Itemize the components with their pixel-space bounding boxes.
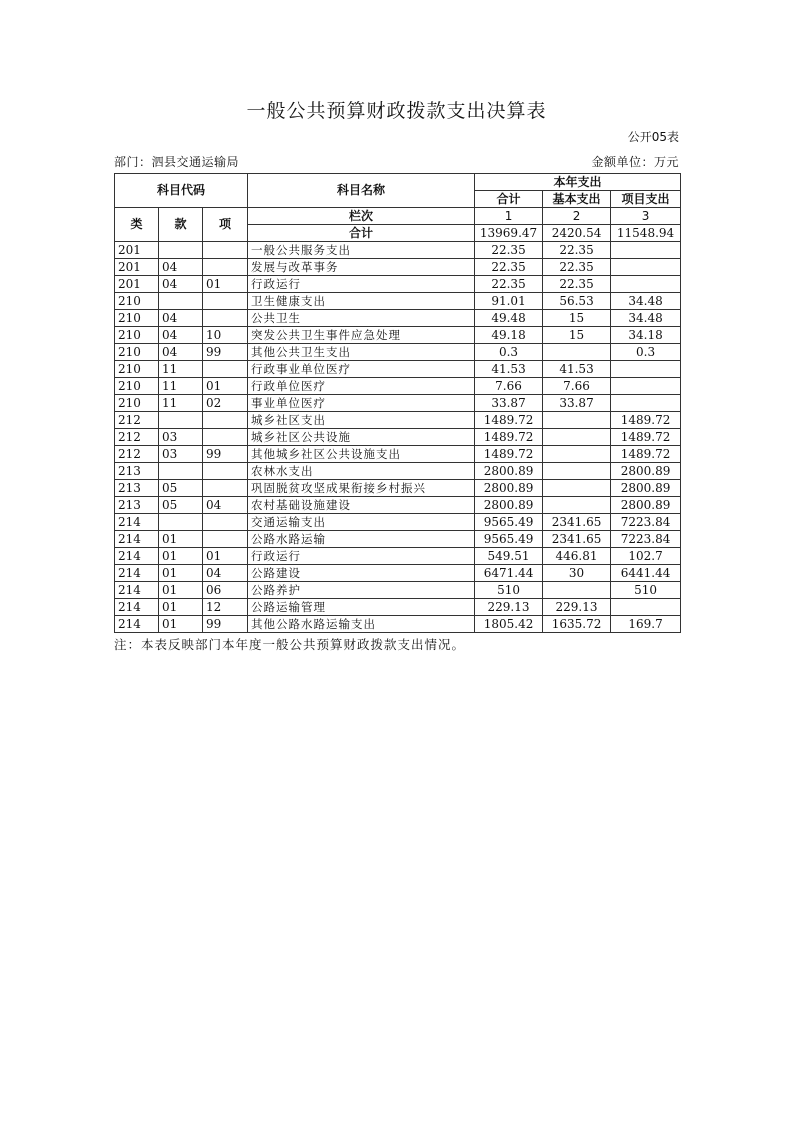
total-amount-cell: 6471.44 — [475, 565, 543, 582]
subject-code-header: 科目代码 — [115, 174, 248, 208]
subject-name-cell: 城乡社区公共设施 — [248, 429, 475, 446]
project-amount-cell: 34.48 — [611, 310, 681, 327]
subject-name-cell: 农村基础设施建设 — [248, 497, 475, 514]
item-code-cell — [203, 361, 248, 378]
current-year-header: 本年支出 — [475, 174, 681, 191]
table-row — [115, 412, 681, 429]
project-amount-cell: 2800.89 — [611, 480, 681, 497]
class-code-cell: 214 — [115, 514, 159, 531]
total-amount-cell: 2800.89 — [475, 497, 543, 514]
section-code-cell — [159, 242, 203, 259]
subject-name-cell: 公路运输管理 — [248, 599, 475, 616]
subject-name-cell: 公共卫生 — [248, 310, 475, 327]
basic-amount-cell: 22.35 — [543, 276, 611, 293]
total-amount-cell: 510 — [475, 582, 543, 599]
item-code-cell — [203, 429, 248, 446]
total-amount-cell: 1489.72 — [475, 446, 543, 463]
project-amount-cell: 169.7 — [611, 616, 681, 633]
section-code-cell: 01 — [159, 548, 203, 565]
item-code-cell — [203, 259, 248, 276]
section-code-cell: 03 — [159, 446, 203, 463]
item-header: 项 — [203, 208, 248, 242]
section-code-cell — [159, 514, 203, 531]
basic-amount-cell — [543, 497, 611, 514]
total-amount-cell: 549.51 — [475, 548, 543, 565]
project-amount-cell — [611, 259, 681, 276]
basic-column-header: 基本支出 — [543, 191, 611, 208]
basic-amount-cell: 229.13 — [543, 599, 611, 616]
subject-name-cell: 公路建设 — [248, 565, 475, 582]
section-code-cell: 04 — [159, 327, 203, 344]
item-code-cell — [203, 242, 248, 259]
class-code-cell: 214 — [115, 548, 159, 565]
page-title: 一般公共预算财政拨款支出决算表 — [246, 100, 547, 122]
subject-name-cell: 行政单位医疗 — [248, 378, 475, 395]
table-row — [115, 599, 681, 616]
basic-amount-cell — [543, 463, 611, 480]
class-code-cell: 210 — [115, 310, 159, 327]
total-amount-cell: 41.53 — [475, 361, 543, 378]
table-row — [115, 616, 681, 633]
item-code-cell: 99 — [203, 344, 248, 361]
table-row — [115, 378, 681, 395]
item-code-cell — [203, 463, 248, 480]
basic-amount-cell: 15 — [543, 310, 611, 327]
column-order-label: 栏次 — [248, 208, 475, 225]
basic-amount-cell — [543, 344, 611, 361]
class-code-cell: 201 — [115, 276, 159, 293]
section-header: 款 — [159, 208, 203, 242]
item-code-cell: 12 — [203, 599, 248, 616]
grand-project-value: 11548.94 — [611, 225, 681, 242]
project-amount-cell — [611, 395, 681, 412]
total-amount-cell: 49.18 — [475, 327, 543, 344]
section-code-cell: 04 — [159, 276, 203, 293]
section-code-cell: 11 — [159, 378, 203, 395]
basic-amount-cell: 41.53 — [543, 361, 611, 378]
total-amount-cell: 22.35 — [475, 259, 543, 276]
class-code-cell: 210 — [115, 344, 159, 361]
table-row — [115, 344, 681, 361]
project-amount-cell — [611, 276, 681, 293]
section-code-cell: 04 — [159, 310, 203, 327]
class-code-cell: 214 — [115, 531, 159, 548]
basic-amount-cell — [543, 429, 611, 446]
class-code-cell: 213 — [115, 497, 159, 514]
item-code-cell: 99 — [203, 446, 248, 463]
table-row — [115, 497, 681, 514]
project-amount-cell: 34.48 — [611, 293, 681, 310]
item-code-cell — [203, 480, 248, 497]
subject-name-cell: 农林水支出 — [248, 463, 475, 480]
basic-amount-cell — [543, 446, 611, 463]
class-code-cell: 210 — [115, 378, 159, 395]
section-code-cell: 01 — [159, 582, 203, 599]
total-amount-cell: 1489.72 — [475, 429, 543, 446]
project-amount-cell: 0.3 — [611, 344, 681, 361]
subject-name-cell: 突发公共卫生事件应急处理 — [248, 327, 475, 344]
subject-name-cell: 事业单位医疗 — [248, 395, 475, 412]
table-row — [115, 565, 681, 582]
class-code-cell: 210 — [115, 361, 159, 378]
column-number-1: 1 — [475, 208, 543, 225]
basic-amount-cell — [543, 480, 611, 497]
class-code-cell: 201 — [115, 259, 159, 276]
subject-name-cell: 公路水路运输 — [248, 531, 475, 548]
project-amount-cell: 34.18 — [611, 327, 681, 344]
item-code-cell: 04 — [203, 565, 248, 582]
item-code-cell — [203, 531, 248, 548]
class-code-cell: 212 — [115, 412, 159, 429]
subject-name-cell: 行政运行 — [248, 276, 475, 293]
section-code-cell: 01 — [159, 531, 203, 548]
total-amount-cell: 1805.42 — [475, 616, 543, 633]
basic-amount-cell: 1635.72 — [543, 616, 611, 633]
project-amount-cell: 1489.72 — [611, 446, 681, 463]
project-amount-cell: 2800.89 — [611, 497, 681, 514]
basic-amount-cell: 22.35 — [543, 259, 611, 276]
total-amount-cell: 2800.89 — [475, 480, 543, 497]
total-amount-cell: 1489.72 — [475, 412, 543, 429]
project-amount-cell: 1489.72 — [611, 412, 681, 429]
item-code-cell: 04 — [203, 497, 248, 514]
item-code-cell: 01 — [203, 276, 248, 293]
subject-name-cell: 公路养护 — [248, 582, 475, 599]
item-code-cell: 02 — [203, 395, 248, 412]
department-label: 部门：泗县交通运输局 — [114, 155, 240, 169]
total-amount-cell: 33.87 — [475, 395, 543, 412]
table-row — [115, 327, 681, 344]
subject-name-cell: 发展与改革事务 — [248, 259, 475, 276]
total-amount-cell: 9565.49 — [475, 514, 543, 531]
total-amount-cell: 9565.49 — [475, 531, 543, 548]
section-code-cell — [159, 412, 203, 429]
total-amount-cell: 22.35 — [475, 276, 543, 293]
class-header: 类 — [115, 208, 159, 242]
total-amount-cell: 2800.89 — [475, 463, 543, 480]
grand-basic-value: 2420.54 — [543, 225, 611, 242]
item-code-cell — [203, 310, 248, 327]
section-code-cell — [159, 463, 203, 480]
table-row — [115, 310, 681, 327]
section-code-cell: 04 — [159, 344, 203, 361]
class-code-cell: 212 — [115, 446, 159, 463]
project-amount-cell — [611, 361, 681, 378]
basic-amount-cell: 33.87 — [543, 395, 611, 412]
subject-name-header: 科目名称 — [248, 174, 475, 208]
section-code-cell: 05 — [159, 497, 203, 514]
item-code-cell — [203, 514, 248, 531]
total-amount-cell: 0.3 — [475, 344, 543, 361]
class-code-cell: 201 — [115, 242, 159, 259]
project-amount-cell: 510 — [611, 582, 681, 599]
basic-amount-cell: 30 — [543, 565, 611, 582]
item-code-cell: 01 — [203, 548, 248, 565]
total-amount-cell: 22.35 — [475, 242, 543, 259]
column-number-2: 2 — [543, 208, 611, 225]
table-row — [115, 548, 681, 565]
subject-name-cell: 其他城乡社区公共设施支出 — [248, 446, 475, 463]
table-row — [115, 395, 681, 412]
project-amount-cell — [611, 599, 681, 616]
subject-name-cell: 卫生健康支出 — [248, 293, 475, 310]
section-code-cell: 01 — [159, 616, 203, 633]
table-row — [115, 582, 681, 599]
basic-amount-cell — [543, 412, 611, 429]
amount-unit-label: 金额单位：万元 — [591, 155, 679, 169]
total-amount-cell: 229.13 — [475, 599, 543, 616]
section-code-cell: 11 — [159, 395, 203, 412]
subject-name-cell: 其他公路水路运输支出 — [248, 616, 475, 633]
section-code-cell: 01 — [159, 599, 203, 616]
section-code-cell: 04 — [159, 259, 203, 276]
section-code-cell: 05 — [159, 480, 203, 497]
project-amount-cell: 7223.84 — [611, 514, 681, 531]
grand-total-value: 13969.47 — [475, 225, 543, 242]
table-row — [115, 259, 681, 276]
basic-amount-cell: 446.81 — [543, 548, 611, 565]
subject-name-cell: 城乡社区支出 — [248, 412, 475, 429]
project-amount-cell: 7223.84 — [611, 531, 681, 548]
subject-name-cell: 其他公共卫生支出 — [248, 344, 475, 361]
table-row — [115, 361, 681, 378]
total-amount-cell: 49.48 — [475, 310, 543, 327]
class-code-cell: 214 — [115, 599, 159, 616]
table-row — [115, 446, 681, 463]
class-code-cell: 214 — [115, 616, 159, 633]
total-amount-cell: 91.01 — [475, 293, 543, 310]
project-amount-cell — [611, 378, 681, 395]
class-code-cell: 212 — [115, 429, 159, 446]
basic-amount-cell: 2341.65 — [543, 531, 611, 548]
section-code-cell: 11 — [159, 361, 203, 378]
project-amount-cell: 102.7 — [611, 548, 681, 565]
table-row — [115, 293, 681, 310]
project-amount-cell: 2800.89 — [611, 463, 681, 480]
class-code-cell: 210 — [115, 327, 159, 344]
section-code-cell: 03 — [159, 429, 203, 446]
project-column-header: 项目支出 — [611, 191, 681, 208]
basic-amount-cell: 56.53 — [543, 293, 611, 310]
basic-amount-cell — [543, 582, 611, 599]
total-column-header: 合计 — [475, 191, 543, 208]
item-code-cell: 99 — [203, 616, 248, 633]
class-code-cell: 210 — [115, 293, 159, 310]
item-code-cell — [203, 293, 248, 310]
class-code-cell: 213 — [115, 463, 159, 480]
item-code-cell: 01 — [203, 378, 248, 395]
column-number-3: 3 — [611, 208, 681, 225]
section-code-cell: 01 — [159, 565, 203, 582]
section-code-cell — [159, 293, 203, 310]
subject-name-cell: 行政运行 — [248, 548, 475, 565]
basic-amount-cell: 7.66 — [543, 378, 611, 395]
item-code-cell: 06 — [203, 582, 248, 599]
table-row — [115, 531, 681, 548]
budget-table — [114, 173, 681, 633]
project-amount-cell: 1489.72 — [611, 429, 681, 446]
subject-name-cell: 行政事业单位医疗 — [248, 361, 475, 378]
table-row — [115, 429, 681, 446]
table-note: 注：本表反映部门本年度一般公共预算财政拨款支出情况。 — [114, 637, 466, 652]
class-code-cell: 210 — [115, 395, 159, 412]
form-number: 公开05表 — [627, 130, 679, 144]
class-code-cell: 214 — [115, 582, 159, 599]
basic-amount-cell: 22.35 — [543, 242, 611, 259]
total-amount-cell: 7.66 — [475, 378, 543, 395]
basic-amount-cell: 2341.65 — [543, 514, 611, 531]
basic-amount-cell: 15 — [543, 327, 611, 344]
table-row — [115, 276, 681, 293]
table-row — [115, 480, 681, 497]
subject-name-cell: 交通运输支出 — [248, 514, 475, 531]
project-amount-cell: 6441.44 — [611, 565, 681, 582]
class-code-cell: 213 — [115, 480, 159, 497]
item-code-cell — [203, 412, 248, 429]
project-amount-cell — [611, 242, 681, 259]
class-code-cell: 214 — [115, 565, 159, 582]
table-row — [115, 242, 681, 259]
table-row — [115, 514, 681, 531]
subject-name-cell: 一般公共服务支出 — [248, 242, 475, 259]
grand-total-label: 合计 — [248, 225, 475, 242]
subject-name-cell: 巩固脱贫攻坚成果衔接乡村振兴 — [248, 480, 475, 497]
table-row — [115, 463, 681, 480]
item-code-cell: 10 — [203, 327, 248, 344]
